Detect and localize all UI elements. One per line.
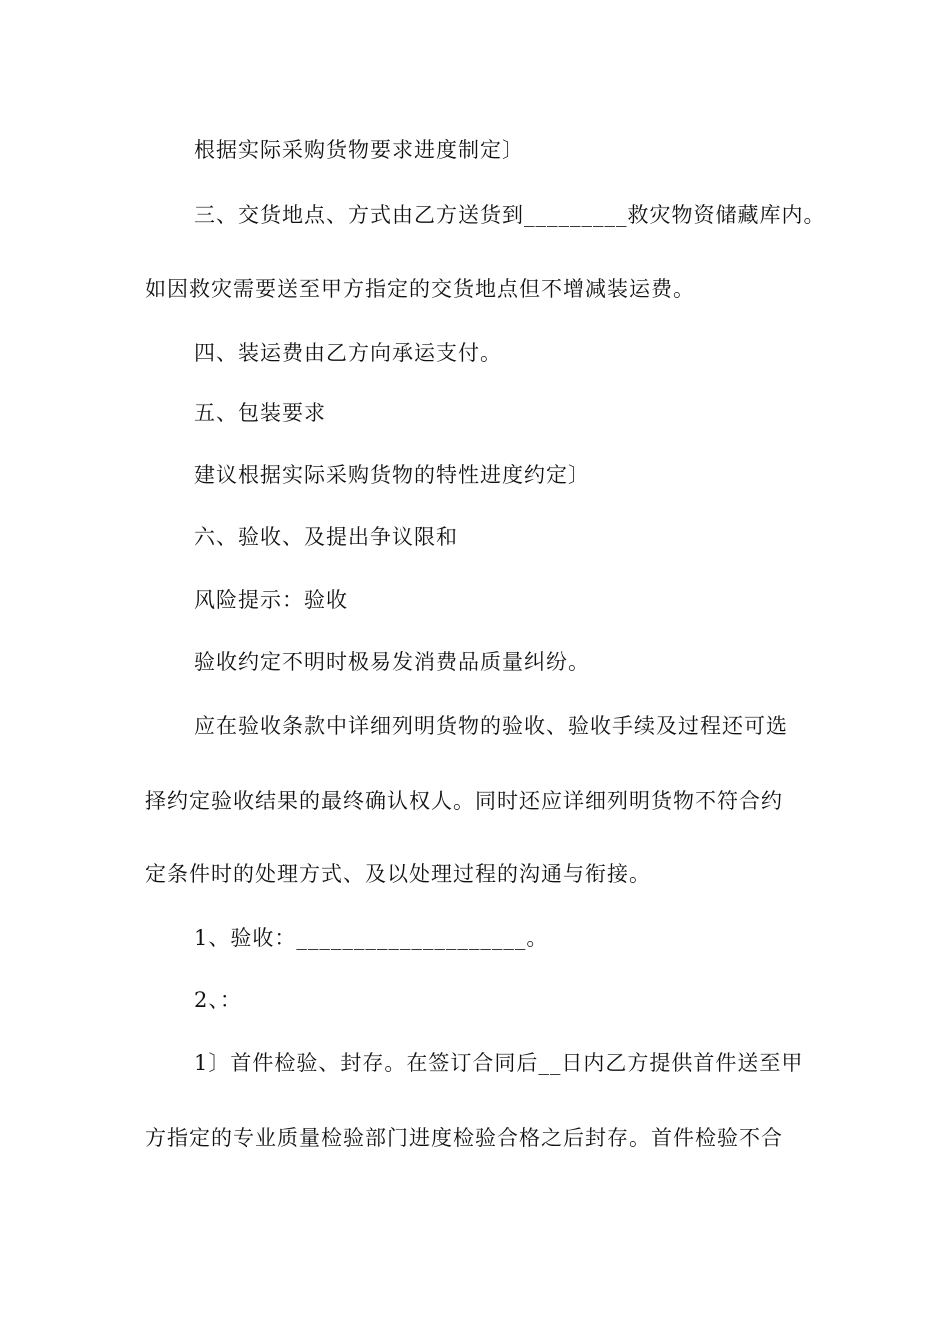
text-line-11: 择约定验收结果的最终确认权人。同时还应详细列明货物不符合约 bbox=[145, 789, 783, 813]
text-line-16: 方指定的专业质量检验部门进度检验合格之后封存。首件检验不合 bbox=[145, 1126, 783, 1150]
text-line-14: 2、： bbox=[194, 988, 242, 1012]
text-line-10: 应在验收条款中详细列明货物的验收、验收手续及过程还可选 bbox=[194, 714, 788, 738]
text-line-9: 验收约定不明时极易发消费品质量纠纷。 bbox=[194, 650, 590, 674]
text-line-5: 五、包装要求 bbox=[194, 401, 326, 425]
text-line-8: 风险提示：验收 bbox=[194, 588, 348, 612]
text-line-6: 建议根据实际采购货物的特性进度约定〕 bbox=[194, 463, 590, 487]
text-line-4: 四、装运费由乙方向承运支付。 bbox=[194, 341, 502, 365]
text-line-3: 如因救灾需要送至甲方指定的交货地点但不增减装运费。 bbox=[145, 277, 695, 301]
text-line-13: 1、验收：____________________。 bbox=[194, 926, 549, 950]
text-line-12: 定条件时的处理方式、及以处理过程的沟通与衔接。 bbox=[145, 862, 651, 886]
text-line-15: 1〕首件检验、封存。在签订合同后__日内乙方提供首件送至甲 bbox=[194, 1051, 804, 1075]
text-line-2: 三、交货地点、方式由乙方送货到_________救灾物资储藏库内。 bbox=[194, 203, 826, 227]
text-line-7: 六、验收、及提出争议限和 bbox=[194, 525, 458, 549]
text-line-1: 根据实际采购货物要求进度制定〕 bbox=[194, 138, 524, 162]
